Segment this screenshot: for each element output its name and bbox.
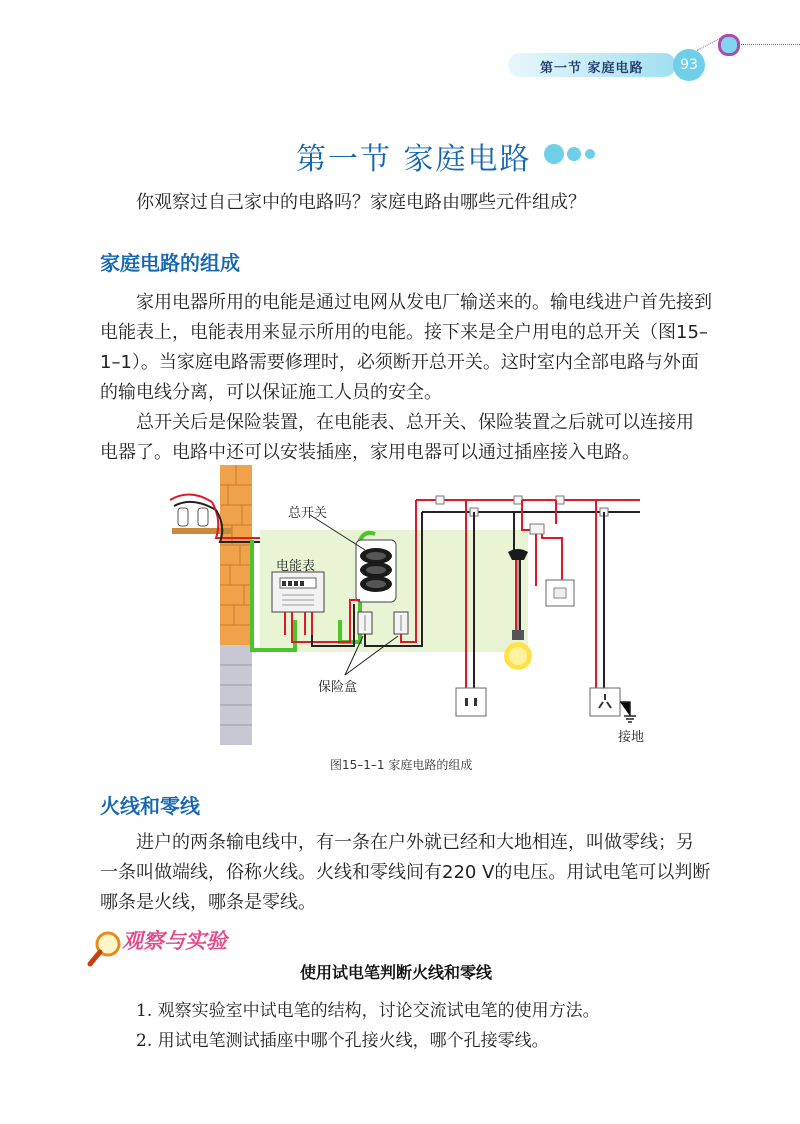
activity-step: 1. 观察实验室中试电笔的结构，讨论交流试电笔的使用方法。 xyxy=(136,1001,600,1021)
header-section-label: 第一节 家庭电路 xyxy=(540,61,644,76)
paragraph-line: 电器了。电路中还可以安装插座，家用电器可以通过插座接入电路。 xyxy=(100,442,640,463)
activity-title: 使用试电笔判断火线和零线 xyxy=(300,963,493,982)
page-number: 93 xyxy=(673,49,705,81)
paragraph-line: 1–1）。当家庭电路需要修理时，必须断开总开关。这时室内全部电路与外面 xyxy=(100,352,699,373)
title-dot-icon xyxy=(585,149,595,159)
paragraph-line: 家用电器所用的电能是通过电网从发电厂输送来的。输电线进户首先接到 xyxy=(136,292,712,313)
three-pin-socket xyxy=(590,688,620,716)
title-dot-icon xyxy=(567,147,581,161)
paragraph-line: 电能表上，电能表用来显示所用的电能。接下来是全户用电的总开关（图15– xyxy=(100,322,708,343)
page-title: 第一节 家庭电路 xyxy=(296,142,532,177)
live-wire xyxy=(542,530,562,582)
label-ground: 接地 xyxy=(618,730,645,745)
ground-symbol xyxy=(620,702,636,722)
magnifier-icon xyxy=(86,928,126,968)
decorative-ring-icon xyxy=(718,34,740,56)
label-meter: 电能表 xyxy=(276,559,316,574)
paragraph-line: 进户的两条输电线中，有一条在户外就已经和大地相连，叫做零线；另 xyxy=(136,832,694,853)
figure-caption: 图15–1–1 家庭电路的组成 xyxy=(330,758,473,772)
activity-step: 2. 用试电笔测试插座中哪个孔接火线，哪个孔接零线。 xyxy=(136,1031,549,1051)
wall-switch xyxy=(546,580,574,606)
activity-badge: 观察与实验 xyxy=(122,929,227,953)
section-heading: 家庭电路的组成 xyxy=(100,251,240,275)
paragraph-line: 的输电线分离，可以保证施工人员的安全。 xyxy=(100,382,442,403)
paragraph-line: 哪条是火线，哪条是零线。 xyxy=(100,892,316,913)
title-dot-icon xyxy=(544,144,564,164)
paragraph-line: 总开关后是保险装置，在电能表、总开关、保险装置之后就可以连接用 xyxy=(136,412,694,433)
section-heading: 火线和零线 xyxy=(100,794,200,818)
paragraph-line: 一条叫做端线，俗称火线。火线和零线间有220 V的电压。用试电笔可以判断 xyxy=(100,862,711,883)
household-circuit-diagram xyxy=(160,460,660,760)
two-pin-socket xyxy=(456,688,486,716)
main-switch xyxy=(356,540,396,602)
label-main-switch: 总开关 xyxy=(288,506,328,521)
decorative-dotted-line xyxy=(738,44,800,45)
brick-wall xyxy=(220,465,252,745)
intro-question: 你观察过自己家中的电路吗？家庭电路由哪些元件组成？ xyxy=(136,192,586,213)
label-fuse-box: 保险盒 xyxy=(318,680,358,695)
